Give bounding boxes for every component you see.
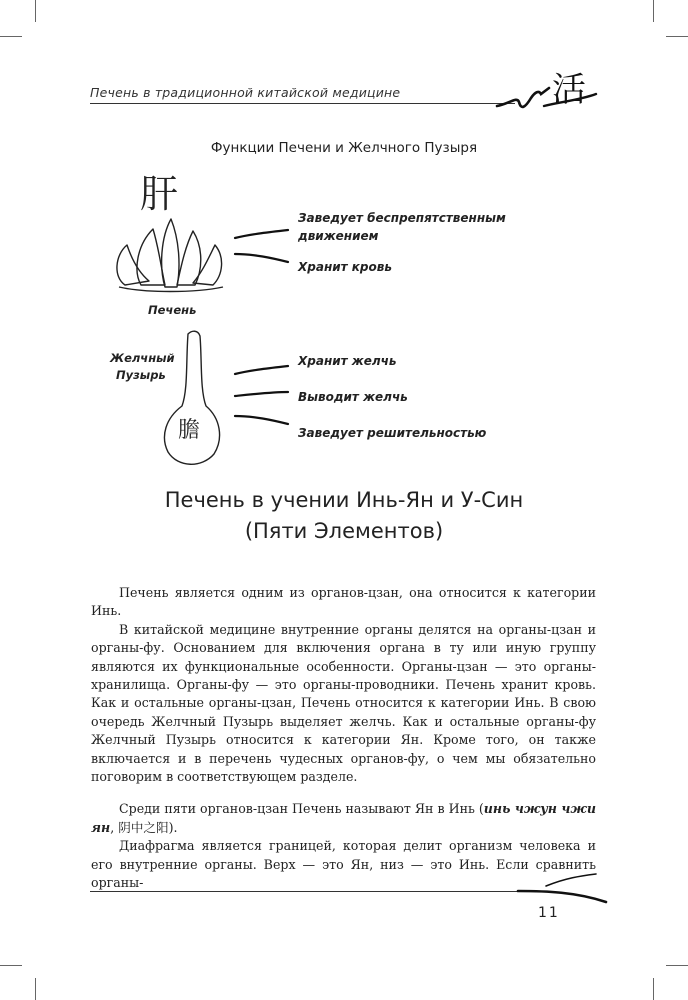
- paragraph: [91, 800, 596, 837]
- term-hanzi: , 阴中之阳: [110, 819, 169, 835]
- section-title-line1: Печень в учении Инь-Ян и У-Син: [164, 488, 524, 512]
- gallbladder-function-1: Хранит желчь: [298, 354, 397, 368]
- crop-mark: [35, 0, 36, 22]
- gallbladder-shape-icon: [158, 330, 230, 470]
- page-number: 11: [538, 905, 560, 921]
- section-title: [0, 485, 688, 547]
- crop-mark: [0, 36, 22, 37]
- liver-connector-icon: [232, 222, 292, 270]
- gallbladder-function-3: Заведует решительностью: [298, 426, 487, 440]
- text-span: Среди пяти органов-цзан Печень называют Ян в Инь (: [119, 801, 484, 817]
- crop-mark: [35, 978, 36, 1000]
- running-title: Печень в традиционной китайской медицине: [90, 85, 401, 100]
- section-title-line2: (Пяти Элементов): [244, 519, 444, 543]
- footer-rule: [90, 891, 520, 892]
- footer-brush-icon: [516, 872, 608, 906]
- header-rule: [90, 103, 515, 104]
- liver-function-1-cont: движением: [298, 229, 379, 243]
- gallbladder-label-line2: Пузырь: [116, 368, 166, 382]
- liver-function-2: Хранит кровь: [298, 260, 392, 274]
- gallbladder-glyph: 膽: [178, 418, 201, 443]
- crop-mark: [653, 0, 654, 22]
- paragraph: Печень является одним из органов-цзан, она относится к категории Инь.: [91, 585, 596, 619]
- text-span: ).: [168, 819, 178, 835]
- brush-underline-icon: [540, 92, 600, 112]
- gallbladder-connector-icon: [232, 356, 292, 432]
- term-pinyin: инь чжун чжи ян: [91, 801, 596, 835]
- liver-label: Печень: [148, 303, 197, 317]
- liver-lotus-icon: [105, 215, 235, 295]
- liver-function-1: Заведует беспрепятственным: [298, 211, 506, 225]
- diagram-title: Функции Печени и Желчного Пузыря: [210, 140, 478, 156]
- crop-mark: [666, 36, 688, 37]
- calligraphy-seal: 活: [552, 70, 586, 110]
- liver-glyph: 肝: [140, 172, 179, 216]
- gallbladder-function-2: Выводит желчь: [298, 390, 408, 404]
- crop-mark: [666, 965, 688, 966]
- body-text: [91, 584, 596, 893]
- crop-mark: [0, 965, 22, 966]
- gallbladder-label-line1: Желчный: [110, 351, 175, 365]
- paragraph: В китайской медицине внутренние органы делятся на органы-цзан и органы-фу. Основанием для включения органа в ту или иную группу являются их функциональные особенности. Органы-цзан — это органы-хранилища. Органы-фу — это органы-проводники. Печень хранит кровь. Как и остальные органы-цзан, Печень относится к категории Инь. В свою очередь Желчный Пузырь выделяет желчь. Как и остальные органы-фу Желчный Пузырь относится к категории Ян. Кроме того, он также включается и в перечень чудесных органов-фу, о чем мы обязательно поговорим в соответствующем разделе.: [91, 621, 596, 785]
- crop-mark: [653, 978, 654, 1000]
- paragraph: Диафрагма является границей, которая делит организм человека и его внутренние органы. Верх — это Ян, низ — это Инь. Если сравнить органы-: [91, 838, 596, 891]
